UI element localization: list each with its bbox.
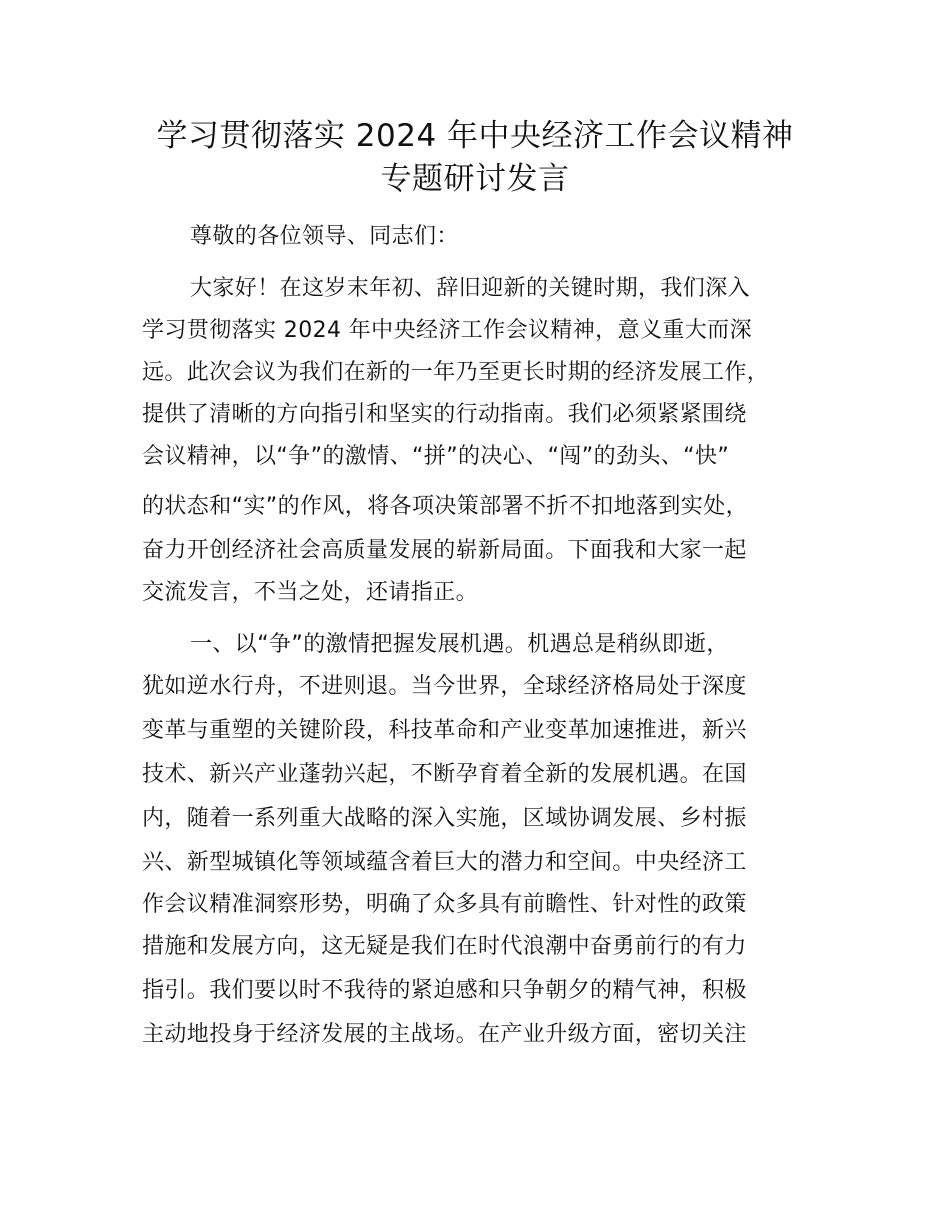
paragraph-line: 变革与重塑的关键阶段，科技革命和产业变革加速推进，新兴 xyxy=(142,718,747,743)
paragraph-line: 指引。我们要以时不我待的紧迫感和只争朝夕的精气神，积极 xyxy=(142,978,747,1003)
salutation: 尊敬的各位领导、同志们： xyxy=(190,224,459,249)
paragraph-line: 交流发言，不当之处，还请指正。 xyxy=(142,580,479,605)
paragraph-line: 措施和发展方向，这无疑是我们在时代浪潮中奋勇前行的有力 xyxy=(142,934,747,959)
paragraph-line: 的状态和“实”的作风，将各项决策部署不折不扣地落到实处， xyxy=(142,494,748,519)
paragraph-line: 远。此次会议为我们在新的一年乃至更长时期的经济发展工作， xyxy=(142,360,770,385)
paragraph-line: 犹如逆水行舟，不进则退。当今世界，全球经济格局处于深度 xyxy=(142,674,747,699)
paragraph-line: 奋力开创经济社会高质量发展的崭新局面。下面我和大家一起 xyxy=(142,538,747,563)
document-title-line-2: 专题研讨发言 xyxy=(380,161,570,197)
paragraph-line: 学习贯彻落实 2024 年中央经济工作会议精神，意义重大而深 xyxy=(142,318,752,343)
paragraph-line: 兴、新型城镇化等领域蕴含着巨大的潜力和空间。中央经济工 xyxy=(142,850,747,875)
paragraph-line: 技术、新兴产业蓬勃兴起，不断孕育着全新的发展机遇。在国 xyxy=(142,762,747,787)
paragraph-line: 作会议精准洞察形势，明确了众多具有前瞻性、针对性的政策 xyxy=(142,892,747,917)
paragraph-line: 会议精神，以“争”的激情、“拼”的决心、“闯”的劲头、“快” xyxy=(142,444,730,469)
paragraph-line: 提供了清晰的方向指引和坚实的行动指南。我们必须紧紧围绕 xyxy=(142,402,747,427)
document-title-line-1: 学习贯彻落实 2024 年中央经济工作会议精神 xyxy=(156,118,794,154)
paragraph-line: 一、以“争”的激情把握发展机遇。机遇总是稍纵即逝， xyxy=(190,632,729,657)
paragraph-line: 主动地投身于经济发展的主战场。在产业升级方面，密切关注 xyxy=(142,1022,747,1047)
paragraph-line: 内，随着一系列重大战略的深入实施，区域协调发展、乡村振 xyxy=(142,806,747,831)
paragraph-line: 大家好！在这岁末年初、辞旧迎新的关键时期，我们深入 xyxy=(190,276,751,301)
